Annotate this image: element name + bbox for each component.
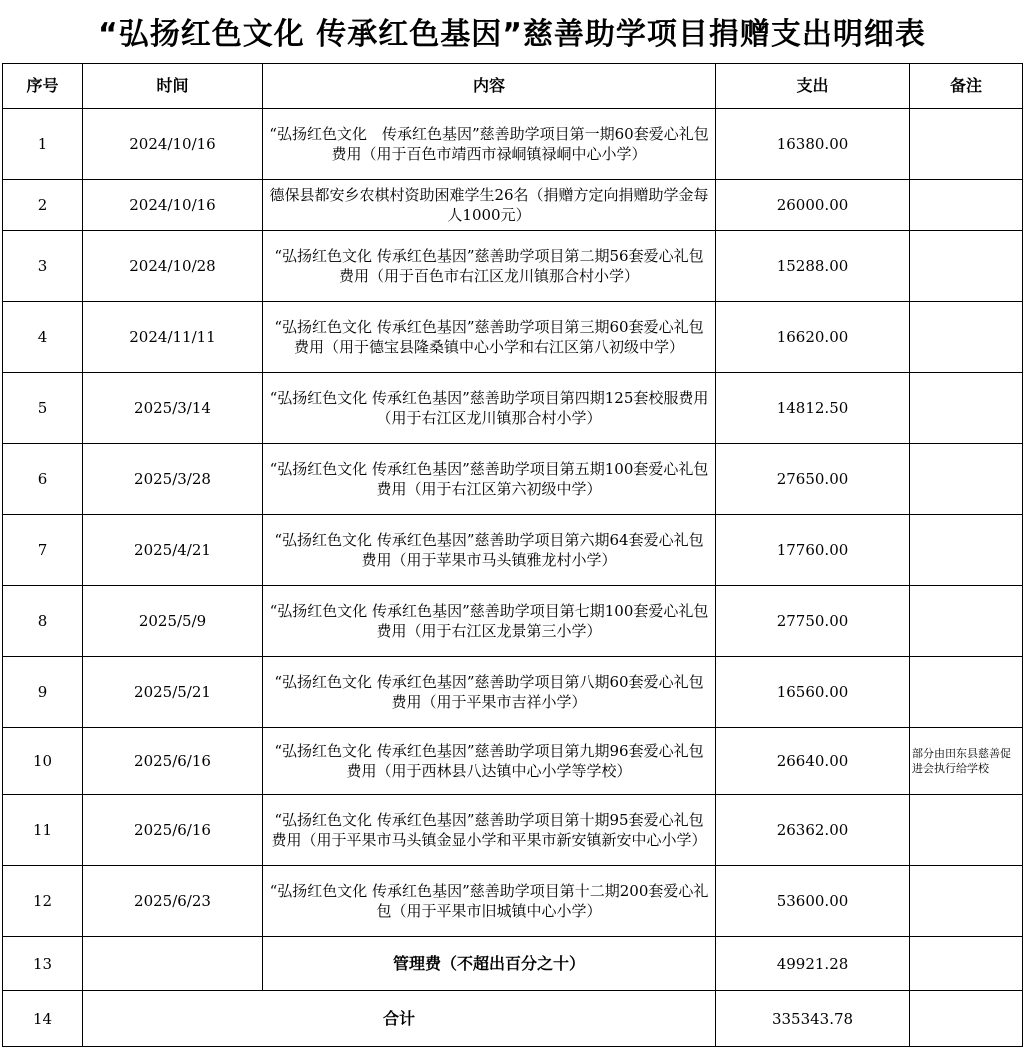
- total-row: [3, 991, 1023, 1047]
- total-label: 合计: [83, 991, 716, 1047]
- cell-content: “弘扬红色文化 传承红色基因”慈善助学项目第一期60套爱心礼包费用（用于百色市靖西市禄峒镇禄峒中心小学）: [263, 109, 716, 180]
- table-row: [3, 109, 1023, 180]
- cell-time: 2025/6/16: [83, 728, 263, 795]
- cell-expense: 26362.00: [716, 795, 910, 866]
- cell-expense: 16560.00: [716, 657, 910, 728]
- cell-expense: 26640.00: [716, 728, 910, 795]
- cell-content: “弘扬红色文化 传承红色基因”慈善助学项目第六期64套爱心礼包费用（用于苹果市马头镇雅龙村小学）: [263, 515, 716, 586]
- cell-content: “弘扬红色文化 传承红色基因”慈善助学项目第十二期200套爱心礼包（用于平果市旧城镇中心小学）: [263, 866, 716, 937]
- cell-time: 2025/5/21: [83, 657, 263, 728]
- cell-seq: 6: [3, 444, 83, 515]
- header-note: 备注: [910, 64, 1023, 109]
- cell-note: [910, 444, 1023, 515]
- cell-seq: 9: [3, 657, 83, 728]
- cell-time-empty: [83, 937, 263, 991]
- cell-expense: 16620.00: [716, 302, 910, 373]
- cell-content: 德保县都安乡农棋村资助困难学生26名（捐赠方定向捐赠助学金每人1000元）: [263, 180, 716, 231]
- cell-seq: 11: [3, 795, 83, 866]
- cell-seq: 10: [3, 728, 83, 795]
- cell-note: [910, 586, 1023, 657]
- table-row: [3, 373, 1023, 444]
- cell-seq: 1: [3, 109, 83, 180]
- cell-expense: 17760.00: [716, 515, 910, 586]
- cell-seq: 3: [3, 231, 83, 302]
- cell-seq: 5: [3, 373, 83, 444]
- cell-content: “弘扬红色文化 传承红色基因”慈善助学项目第四期125套校服费用（用于右江区龙川镇那合村小学）: [263, 373, 716, 444]
- cell-content: “弘扬红色文化 传承红色基因”慈善助学项目第七期100套爱心礼包费用（用于右江区龙景第三小学）: [263, 586, 716, 657]
- cell-content: “弘扬红色文化 传承红色基因”慈善助学项目第十期95套爱心礼包费用（用于平果市马头镇金显小学和平果市新安镇新安中心小学）: [263, 795, 716, 866]
- cell-time: 2025/3/14: [83, 373, 263, 444]
- cell-note-empty: [910, 937, 1023, 991]
- cell-expense: 27750.00: [716, 586, 910, 657]
- cell-seq: 7: [3, 515, 83, 586]
- cell-content: “弘扬红色文化 传承红色基因”慈善助学项目第五期100套爱心礼包费用（用于右江区第六初级中学）: [263, 444, 716, 515]
- cell-time: 2024/10/28: [83, 231, 263, 302]
- cell-seq: 14: [3, 991, 83, 1047]
- table-row: [3, 866, 1023, 937]
- cell-time: 2025/6/16: [83, 795, 263, 866]
- cell-note: [910, 515, 1023, 586]
- table-row: [3, 586, 1023, 657]
- cell-time: 2025/3/28: [83, 444, 263, 515]
- table-row: [3, 231, 1023, 302]
- cell-expense: 15288.00: [716, 231, 910, 302]
- header-seq: 序号: [3, 64, 83, 109]
- expense-table: [2, 63, 1023, 1047]
- cell-seq: 8: [3, 586, 83, 657]
- cell-note: [910, 180, 1023, 231]
- cell-content: “弘扬红色文化 传承红色基因”慈善助学项目第八期60套爱心礼包费用（用于平果市吉祥小学）: [263, 657, 716, 728]
- management-fee-label: 管理费（不超出百分之十）: [263, 937, 716, 991]
- cell-expense: 14812.50: [716, 373, 910, 444]
- table-row: [3, 444, 1023, 515]
- table-row: [3, 728, 1023, 795]
- cell-seq: 2: [3, 180, 83, 231]
- cell-expense: 27650.00: [716, 444, 910, 515]
- cell-expense: 53600.00: [716, 866, 910, 937]
- cell-content: “弘扬红色文化 传承红色基因”慈善助学项目第二期56套爱心礼包费用（用于百色市右江区龙川镇那合村小学）: [263, 231, 716, 302]
- cell-time: 2024/10/16: [83, 180, 263, 231]
- cell-note: 部分由田东县慈善促进会执行给学校: [910, 728, 1023, 795]
- total-amount: 335343.78: [716, 991, 910, 1047]
- cell-note: [910, 302, 1023, 373]
- cell-time: 2024/10/16: [83, 109, 263, 180]
- cell-expense: 16380.00: [716, 109, 910, 180]
- table-header-row: [3, 64, 1023, 109]
- cell-seq: 12: [3, 866, 83, 937]
- header-content: 内容: [263, 64, 716, 109]
- cell-time: 2025/6/23: [83, 866, 263, 937]
- cell-note: [910, 109, 1023, 180]
- cell-content: “弘扬红色文化 传承红色基因”慈善助学项目第三期60套爱心礼包费用（用于德宝县隆桑镇中心小学和右江区第八初级中学）: [263, 302, 716, 373]
- cell-note: [910, 373, 1023, 444]
- cell-note: [910, 866, 1023, 937]
- cell-time: 2025/5/9: [83, 586, 263, 657]
- cell-seq: 13: [3, 937, 83, 991]
- cell-note: [910, 657, 1023, 728]
- cell-content: “弘扬红色文化 传承红色基因”慈善助学项目第九期96套爱心礼包费用（用于西林县八达镇中心小学等学校）: [263, 728, 716, 795]
- table-row: [3, 515, 1023, 586]
- cell-note: [910, 231, 1023, 302]
- table-row: [3, 302, 1023, 373]
- management-fee-row: [3, 937, 1023, 991]
- table-row: [3, 795, 1023, 866]
- table-row: [3, 657, 1023, 728]
- cell-note: [910, 795, 1023, 866]
- cell-note-empty: [910, 991, 1023, 1047]
- header-time: 时间: [83, 64, 263, 109]
- table-row: [3, 180, 1023, 231]
- management-fee-amount: 49921.28: [716, 937, 910, 991]
- header-expense: 支出: [716, 64, 910, 109]
- cell-expense: 26000.00: [716, 180, 910, 231]
- page-title: “弘扬红色文化 传承红色基因”慈善助学项目捐赠支出明细表: [98, 17, 926, 52]
- cell-time: 2024/11/11: [83, 302, 263, 373]
- cell-time: 2025/4/21: [83, 515, 263, 586]
- cell-seq: 4: [3, 302, 83, 373]
